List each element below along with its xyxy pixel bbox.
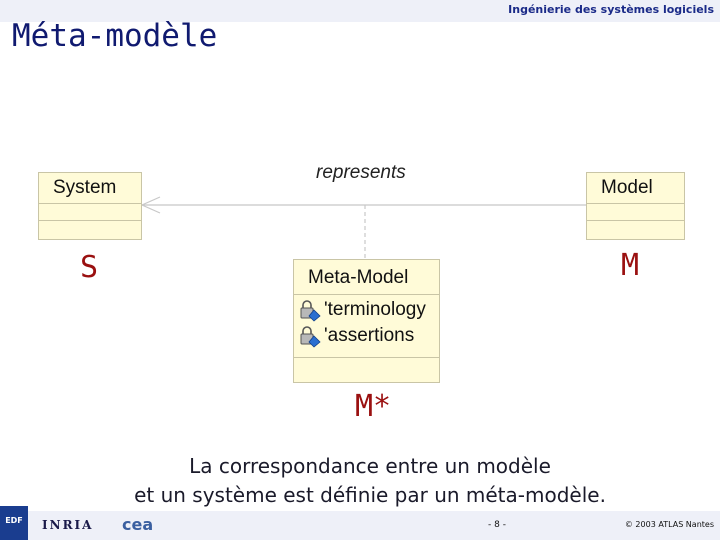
caption-line-1: La correspondance entre un modèle bbox=[189, 454, 551, 478]
inria-logo: INRIA bbox=[42, 518, 94, 532]
label-s: S bbox=[80, 250, 99, 285]
edf-logo bbox=[0, 506, 28, 540]
edf-logo-text: EDF bbox=[5, 516, 23, 525]
metamodel-attributes-compartment bbox=[294, 294, 439, 357]
system-attributes-compartment bbox=[39, 203, 141, 220]
private-lock-icon bbox=[298, 326, 322, 348]
slide-title: Méta-modèle bbox=[12, 18, 218, 54]
cea-logo: cea bbox=[122, 515, 154, 534]
model-attributes-compartment bbox=[587, 203, 684, 220]
label-mstar: M* bbox=[355, 389, 392, 424]
attribute-terminology: 'terminology bbox=[324, 299, 426, 320]
system-operations-compartment bbox=[39, 220, 141, 239]
private-lock-icon bbox=[298, 300, 322, 322]
footer-bar bbox=[0, 511, 720, 540]
model-class-box bbox=[586, 172, 685, 240]
copyright: © 2003 ATLAS Nantes bbox=[624, 520, 714, 529]
caption-line-2: et un système est définie par un méta-modèle. bbox=[134, 483, 606, 507]
model-operations-compartment bbox=[587, 220, 684, 239]
caption bbox=[90, 452, 650, 510]
metamodel-class-box bbox=[293, 259, 440, 383]
label-m: M bbox=[621, 248, 640, 283]
attribute-assertions: 'assertions bbox=[324, 325, 415, 346]
page-number: - 8 - bbox=[488, 520, 506, 530]
attribute-row bbox=[294, 323, 439, 349]
metamodel-operations-compartment bbox=[294, 357, 439, 384]
model-class-name: Model bbox=[601, 177, 653, 198]
attribute-row bbox=[294, 297, 439, 323]
metamodel-class-name: Meta-Model bbox=[308, 267, 409, 288]
represents-label: represents bbox=[316, 162, 406, 183]
course-title: Ingénierie des systèmes logiciels bbox=[508, 3, 714, 16]
system-class-box bbox=[38, 172, 142, 240]
system-class-name: System bbox=[53, 177, 117, 198]
